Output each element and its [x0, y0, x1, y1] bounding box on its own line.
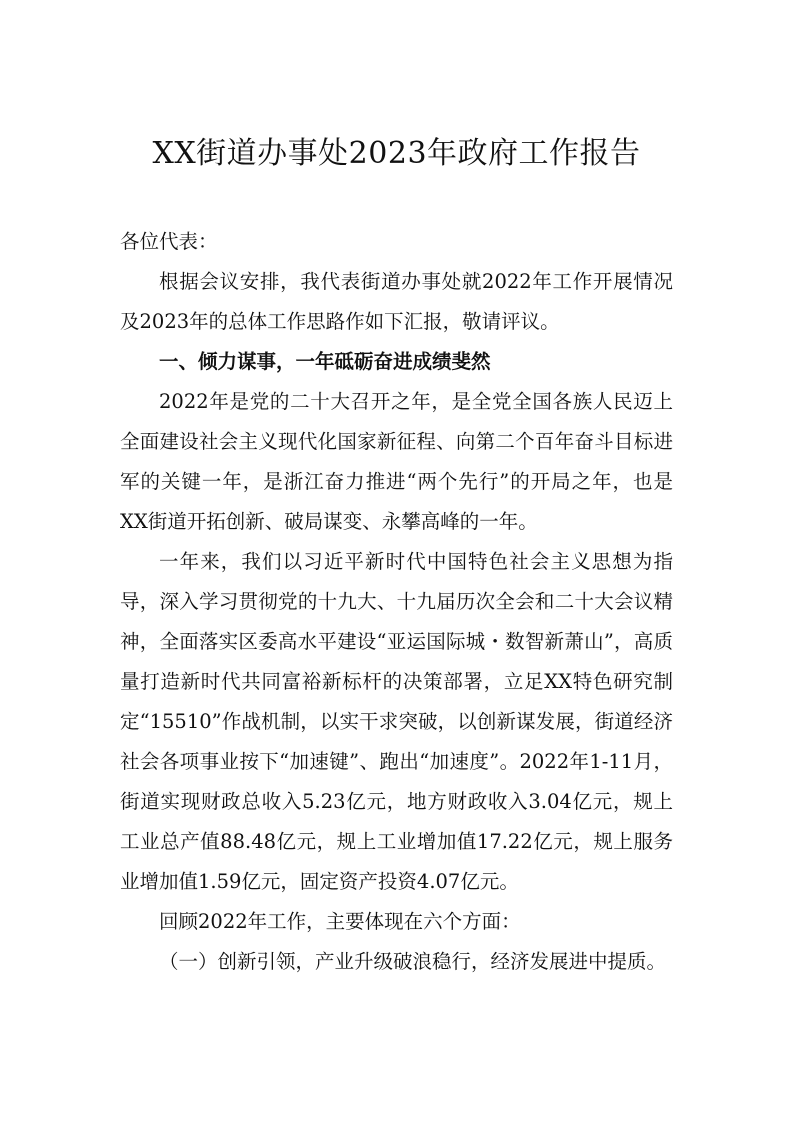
body-paragraph: 一年来，我们以习近平新时代中国特色社会主义思想为指导，深入学习贯彻党的十九大、十九届历次全会和二十大会议精神，全面落实区委高水平建设“亚运国际城・数智新萧山”，高质量打造新时代共同富裕新标杆的决策部署，立足XX特色研究制定“15510”作战机制，以实干求突破，以创新谋发展，街道经济社会各项事业按下“加速键”、跑出“加速度”。2022年1-11月，街道实现财政总收入5.23亿元，地方财政收入3.04亿元，规上工业总产值88.48亿元，规上工业增加值17.22亿元，规上服务业增加值1.59亿元，固定资产投资4.07亿元。	[120, 550, 673, 893]
body-paragraph: 2022年是党的二十大召开之年，是全党全国各族人民迈上全面建设社会主义现代化国家新征程、向第二个百年奋斗目标进军的关键一年，是浙江奋力推进“两个先行”的开局之年，也是XX街道开拓创新、破局谋变、永攀高峰的一年。	[120, 390, 673, 533]
body-paragraph: 回顾2022年工作，主要体现在六个方面：	[159, 910, 521, 933]
section-heading: 一、倾力谋事，一年砥砺奋进成绩斐然	[159, 350, 491, 373]
document-body	[120, 222, 673, 982]
intro-paragraph: 根据会议安排，我代表街道办事处就2022年工作开展情况及2023年的总体工作思路作如下汇报，敬请评议。	[120, 270, 673, 333]
salutation: 各位代表：	[120, 230, 218, 253]
document-title: XX街道办事处2023年政府工作报告	[152, 136, 641, 171]
subsection-heading: （一）创新引领，产业升级破浪稳行，经济发展进中提质。	[159, 950, 667, 973]
